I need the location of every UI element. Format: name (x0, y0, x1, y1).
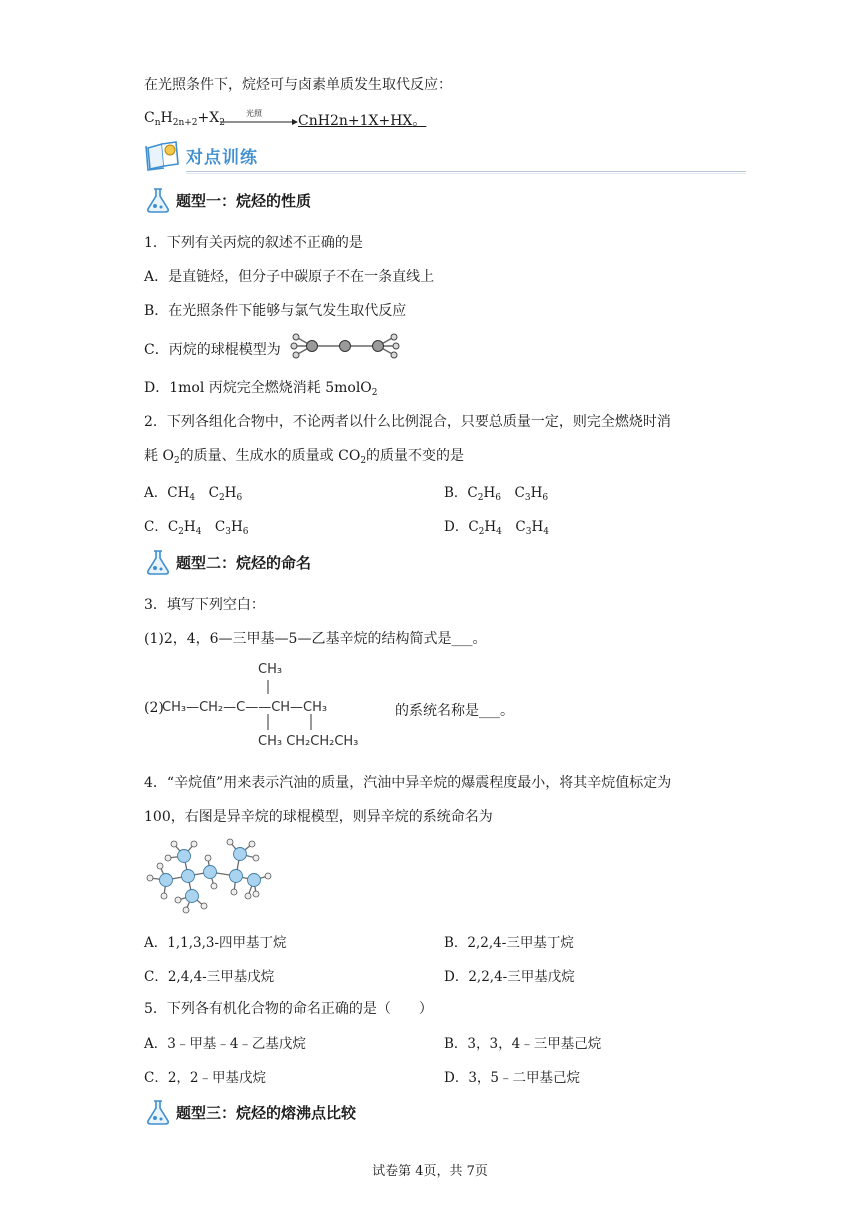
q2a-1: 4 (189, 493, 196, 503)
q2c-5: 3 (225, 527, 231, 537)
q5-option-a: A．3﹣甲基﹣4﹣乙基戊烷 (144, 1036, 306, 1052)
q2b-7: 6 (542, 493, 549, 503)
q2a-2: C (195, 485, 219, 501)
q2b-6: H (530, 485, 543, 501)
eq-c: C (144, 110, 155, 126)
q2c-1: 2 (178, 527, 184, 537)
q4-option-b: B．2,2,4-三甲基丁烷 (444, 935, 574, 951)
header-rule (186, 171, 746, 172)
q4-option-c: C．2,4,4-三甲基戊烷 (144, 969, 275, 985)
flask-icon (144, 1098, 172, 1126)
section-heading-3 (144, 1098, 356, 1126)
eq-n: n (154, 118, 161, 128)
eq-product (298, 110, 426, 130)
q4-stem-2: 100，右图是异辛烷的球棍模型，则异辛烷的系统命名为 (144, 809, 493, 825)
q2b-5: 3 (524, 493, 531, 503)
q2c-4: C (201, 519, 226, 535)
q1-option-d (144, 377, 378, 398)
q2d-5: 3 (525, 527, 532, 537)
q1-d-text: D．1mol 丙烷完全燃烧消耗 5molO (144, 380, 372, 396)
q1-option-b: B．在光照条件下能够与氯气发生取代反应 (144, 303, 407, 319)
q5-option-c: C．2，2﹣甲基戊烷 (144, 1070, 267, 1086)
q2b-2: H (483, 485, 496, 501)
q2a-3: 2 (218, 493, 225, 503)
q2d-3: 4 (496, 527, 502, 537)
q2d-7: 4 (543, 527, 549, 537)
q2-stem-2 (144, 445, 464, 466)
q2-option-b (444, 481, 548, 503)
q2-s2sub1: 2 (173, 456, 180, 466)
q2a-5: 6 (236, 493, 243, 503)
q2-stem-1: 2．下列各组化合物中，不论两者以什么比例混合，只要总质量一定，则完全燃烧时消 (144, 414, 671, 430)
eq-end: 。 (412, 113, 427, 129)
q4-option-a: A．1,1,3,3-四甲基丁烷 (144, 935, 287, 951)
q5-option-b: B．3，3，4﹣三甲基己烷 (444, 1036, 602, 1052)
struct-main: CH₃—CH₂—C——CH—CH₃ (162, 700, 328, 715)
flask-icon (144, 186, 172, 214)
eq-x-sub: 2 (219, 118, 225, 128)
q2a-4: H (224, 485, 237, 501)
eq-condition: 光照 (246, 109, 262, 118)
q2-s2a: 耗 O (144, 448, 174, 464)
q2d-2: H (484, 519, 497, 535)
section-title-2: 题型二：烷烃的命名 (176, 553, 312, 572)
q5-stem: 5．下列各有机化合物的命名正确的是（ ） (144, 1001, 433, 1017)
eq-h: H (160, 110, 173, 126)
q1-stem: 1．下列有关丙烷的叙述不正确的是 (144, 235, 363, 251)
q2d-0: D．C (444, 519, 479, 535)
q4-stem-1: 4．“辛烷值”用来表示汽油的质量，汽油中异辛烷的爆震程度最小，将其辛烷值标定为 (144, 775, 672, 791)
q2-option-c (144, 515, 249, 537)
q2-option-d (444, 515, 549, 537)
q2c-7: 6 (242, 527, 249, 537)
q2c-2: H (183, 519, 196, 535)
q2b-0: B．C (444, 485, 478, 501)
eq-x: +X (197, 110, 220, 126)
q3-part-2-tail: 的系统名称是___。 (395, 703, 514, 719)
q5-option-d: D．3，5﹣二甲基己烷 (444, 1070, 581, 1086)
q4-option-d: D．2,2,4-三甲基戊烷 (444, 969, 575, 985)
q2-s2c: 的质量不变的是 (366, 448, 465, 464)
q2d-4: C (501, 519, 526, 535)
q2b-4: C (501, 485, 525, 501)
flask-icon (144, 548, 172, 576)
q3-stem: 3．填写下列空白： (144, 597, 265, 613)
q1-option-a: A．是直链烃，但分子中碳原子不在一条直线上 (144, 269, 435, 285)
reaction-arrow-icon (220, 117, 298, 127)
isooctane-ball-stick-model (144, 838, 274, 918)
q2b-3: 6 (495, 493, 501, 503)
q2c-0: C．C (144, 519, 179, 535)
q2a-0: A．CH (144, 485, 190, 501)
header-rule-light (186, 173, 746, 174)
struct-bond2-icon (307, 714, 315, 732)
q2-option-a (144, 481, 242, 503)
q3-part-2-label: (2) (144, 700, 164, 716)
q2d-1: 2 (478, 527, 485, 537)
section-title-1: 题型一：烷烃的性质 (176, 191, 312, 210)
q1-option-c: C．丙烷的球棍模型为 (144, 342, 281, 358)
struct-top: CH₃ (258, 662, 283, 677)
q2-s2b: 的质量、生成水的质量或 CO (179, 448, 361, 464)
q2c-6: H (231, 519, 243, 535)
q2d-6: H (531, 519, 544, 535)
q1-d-sub: 2 (371, 388, 378, 398)
q2c-3: 4 (195, 527, 202, 537)
section-title-3: 题型三：烷烃的熔沸点比较 (176, 1103, 357, 1122)
intro-text: 在光照条件下，烷烃可与卤素单质发生取代反应： (144, 77, 452, 93)
q2-s2sub2: 2 (360, 456, 367, 466)
propane-ball-stick-model (290, 330, 400, 362)
section-heading-1 (144, 186, 311, 214)
section-heading-2 (144, 548, 311, 576)
page-footer: 试卷第 4页，共 7页 (372, 1164, 488, 1179)
eq-2n2: 2n+2 (172, 118, 198, 128)
eq-product-text: CnH2n+1X+HX (298, 113, 413, 129)
struct-bottom: CH₃ CH₂CH₂CH₃ (258, 734, 359, 749)
training-title: 对点训练 (186, 148, 258, 168)
q2b-1: 2 (477, 493, 484, 503)
q3-part-1: (1)2，4，6—三甲基—5—乙基辛烷的结构简式是___。 (144, 631, 487, 647)
substitution-equation (144, 110, 225, 128)
book-icon (144, 138, 184, 172)
